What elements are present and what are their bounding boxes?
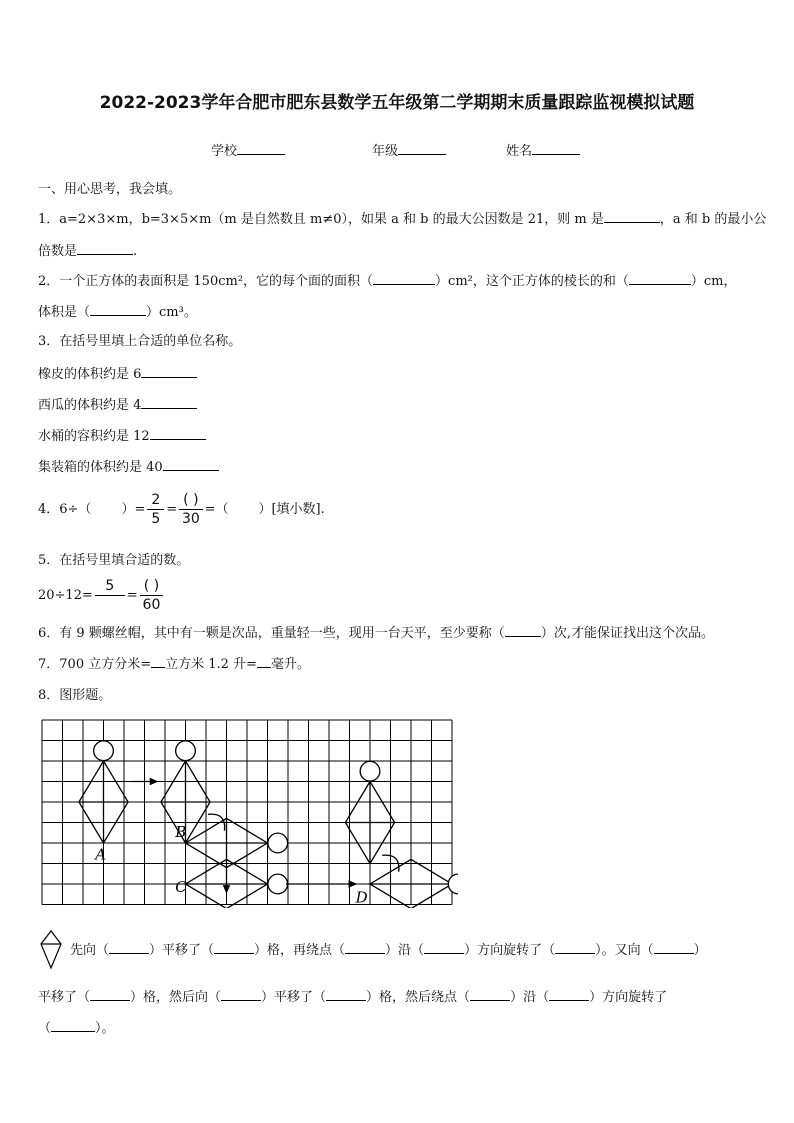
translate-arrow-a-to-b-head bbox=[150, 779, 156, 784]
grid-figure bbox=[40, 718, 458, 908]
question-3-item: 西瓜的体积约是 4 bbox=[38, 396, 197, 414]
point-label-a: A bbox=[95, 845, 107, 864]
question-8-answer-line1: 先向（ ）平移了（ ）格，再绕点（ ）沿（ ）方向旋转了（ ）。又向（ ） bbox=[70, 943, 707, 958]
page-title: 2022-2023学年合肥市肥东县数学五年级第二学期期末质量跟踪监视模拟试题 bbox=[99, 93, 695, 113]
shape-d-upright-head-circle bbox=[360, 761, 380, 781]
shape-a-head-circle bbox=[94, 741, 114, 761]
question-1-line1: 1．a=2×3×m，b=3×5×m（m 是自然数且 m≠0），如果 a 和 b 的最大公因数是 21，则 m 是 ，a 和 b 的最小公 bbox=[38, 212, 767, 227]
grade-field[interactable] bbox=[372, 140, 446, 159]
question-5-stem: 5．在括号里填合适的数。 bbox=[38, 553, 190, 568]
translate-arrow-down-head bbox=[224, 886, 229, 892]
point-label-c: C bbox=[175, 878, 187, 897]
school-label: 学校 bbox=[211, 144, 238, 159]
shape-d-right-head-circle bbox=[448, 874, 458, 894]
question-8-answer-line2: 平移了（ ）格，然后向（ ）平移了（ ）格，然后绕点（ ）沿（ ）方向旋转了 bbox=[38, 990, 668, 1005]
question-1-line2: 倍数是 . bbox=[38, 244, 138, 259]
question-8-stem: 8．图形题。 bbox=[38, 688, 112, 703]
question-7: 7．700 立方分米= 立方米 1.2 升= 毫升。 bbox=[38, 657, 310, 672]
question-2-line2: 体积是（ ）cm³。 bbox=[38, 305, 197, 320]
shape-c-head-circle bbox=[268, 874, 288, 894]
point-label-b: B bbox=[175, 822, 187, 841]
kite-icon bbox=[38, 928, 64, 970]
question-3-item: 橡皮的体积约是 6 bbox=[38, 365, 197, 383]
question-6: 6．有 9 颗螺丝帽，其中有一颗是次品，重量轻一些，现用一台天平，至少要称（ ）次,才能保证找出这个次品。 bbox=[38, 626, 714, 641]
question-3-item: 集装箱的体积约是 40 bbox=[38, 458, 219, 476]
question-4: 4．6÷（ ）= $\frac{2}{5}$ = $\frac{( )}{30}$ =（ ）[填小数]. bbox=[38, 492, 325, 527]
question-2-line1: 2．一个正方体的表面积是 150cm²，它的每个面的面积（ ）cm²，这个正方体的棱长的和（ ）cm， bbox=[38, 274, 737, 289]
question-5-expression: 20÷12= 5 = $\frac{( )}{60}$ bbox=[38, 576, 165, 616]
shape-b-head-circle bbox=[176, 741, 196, 761]
shape-b-rotated-head-circle bbox=[268, 833, 288, 853]
school-field[interactable] bbox=[211, 140, 285, 159]
grade-label: 年级 bbox=[372, 144, 399, 159]
question-3-stem: 3．在括号里填上合适的单位名称。 bbox=[38, 334, 242, 349]
translate-arrow-c-to-d-head bbox=[349, 881, 355, 886]
name-label: 姓名 bbox=[506, 144, 533, 159]
name-field[interactable] bbox=[506, 140, 580, 159]
question-8-answer-line3: （ ）。 bbox=[38, 1021, 115, 1036]
question-3-item: 水桶的容积约是 12 bbox=[38, 427, 206, 445]
point-label-d: D bbox=[355, 888, 368, 907]
section-heading: 一、用心思考，我会填。 bbox=[38, 182, 182, 197]
